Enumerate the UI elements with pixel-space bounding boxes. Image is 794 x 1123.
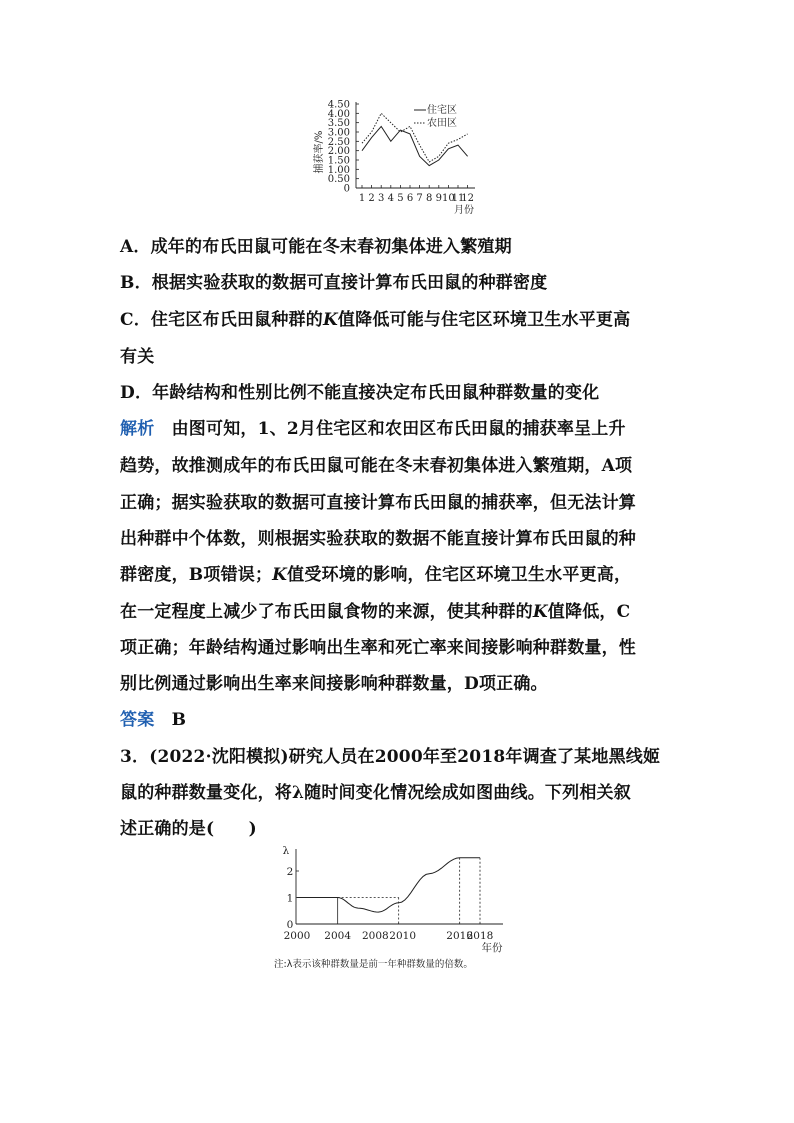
x-tick-label: 1 — [358, 193, 366, 204]
x-tick-label: 10 — [442, 193, 455, 204]
y-tick-label: 3.50 — [327, 118, 350, 130]
x-tick-label: 2010 — [389, 930, 417, 942]
y-tick-labels — [287, 866, 299, 931]
option-c-text-b: 值降低可能与住宅区环境卫生水平更高 — [337, 310, 631, 330]
y-tick-label: 1.50 — [327, 155, 350, 167]
analysis-text-5b: 值受环境的影响，住宅区环境卫生水平更高， — [287, 565, 632, 585]
y-axis-label: 捕获率/% — [314, 130, 325, 174]
x-axis-label: 月份 — [454, 205, 474, 216]
x-tick-label: 2000 — [283, 930, 311, 942]
y-tick-label: 0 — [286, 919, 294, 931]
analysis-line-7: 项正确；年龄结构通过影响出生率和死亡率来间接影响种群数量，性 — [120, 638, 636, 658]
x-tick-label: 2004 — [324, 930, 352, 942]
question-3-line-3: 述正确的是( ) — [120, 819, 257, 839]
x-tick-label: 8 — [426, 193, 433, 204]
guide-lines — [338, 858, 480, 924]
lambda-curve — [297, 858, 480, 912]
x-axis-label: 年份 — [481, 942, 503, 954]
y-tick-label: 2.00 — [327, 146, 350, 158]
option-c-text-a: C．住宅区布氏田鼠种群的 — [120, 310, 323, 330]
answer-label: 答案 — [120, 710, 155, 730]
y-tick-label: 4.00 — [327, 108, 350, 120]
x-tick-label: 2018 — [466, 930, 494, 942]
legend-label-farmland: 农田区 — [427, 118, 457, 129]
legend — [414, 104, 457, 129]
capture-rate-chart — [312, 92, 482, 217]
y-tick-label: 0 — [343, 183, 350, 195]
x-tick-label: 11 — [451, 193, 465, 204]
k-symbol: K — [532, 602, 548, 622]
analysis-line-5 — [120, 560, 631, 585]
x-tick-label: 7 — [416, 193, 423, 204]
question-3-line-1: 3．(2022·沈阳模拟)研究人员在2000年至2018年调查了某地黑线姬 — [120, 747, 661, 767]
answer-value: B — [171, 710, 187, 730]
x-tick-label: 4 — [387, 193, 394, 204]
y-tick-label: 1.00 — [327, 164, 350, 176]
x-tick-label: 2008 — [361, 930, 389, 942]
k-symbol: K — [322, 310, 338, 330]
option-a: A．成年的布氏田鼠可能在冬末春初集体进入繁殖期 — [120, 237, 512, 257]
x-tick-label: 3 — [378, 193, 385, 204]
y-tick-label: 0.50 — [327, 174, 350, 186]
option-d: D．年龄结构和性别比例不能直接决定布氏田鼠种群数量的变化 — [120, 383, 600, 403]
analysis-text-5a: 群密度，B项错误； — [120, 565, 273, 585]
y-tick-label: 2.50 — [327, 136, 350, 148]
y-tick-label: 2 — [286, 866, 294, 878]
option-c-cont: 有关 — [120, 347, 155, 367]
y-tick-label: 3.00 — [327, 127, 350, 139]
residential-series-line — [362, 126, 468, 165]
option-b: B．根据实验获取的数据可直接计算布氏田鼠的种群密度 — [120, 273, 548, 293]
analysis-line-2: 趋势，故推测成年的布氏田鼠可能在冬末春初集体进入繁殖期，A项 — [120, 456, 633, 476]
k-symbol: K — [272, 565, 288, 585]
analysis-text-6a: 在一定程度上减少了布氏田鼠食物的来源，使其种群的 — [120, 602, 533, 622]
y-tick-label: 1 — [286, 892, 294, 905]
analysis-line-1 — [120, 414, 626, 439]
analysis-label: 解析 — [120, 419, 155, 439]
lambda-chart — [270, 843, 530, 973]
analysis-line-8: 别比例通过影响出生率来间接影响种群数量，D项正确。 — [120, 674, 548, 694]
analysis-line-3: 正确；据实验获取的数据可直接计算布氏田鼠的捕获率，但无法计算 — [120, 493, 636, 513]
x-tick-label: 9 — [435, 193, 442, 204]
x-tick-label: 5 — [397, 193, 404, 204]
question-3-line-2: 鼠的种群数量变化，将λ随时间变化情况绘成如图曲线。下列相关叙 — [120, 783, 631, 803]
y-tick-label: 4.50 — [327, 99, 350, 111]
x-tick-label: 12 — [461, 193, 474, 204]
x-tick-label: 6 — [406, 193, 414, 204]
y-tick-labels — [328, 100, 359, 195]
analysis-text-6b: 值降低，C — [547, 602, 631, 622]
y-axis-label: λ — [282, 845, 290, 857]
chart-note: 注:λ表示该种群数量是前一年种群数量的倍数。 — [274, 959, 473, 970]
option-c — [120, 305, 630, 330]
analysis-line-6 — [120, 597, 630, 622]
analysis-line-4: 出种群中个体数，则根据实验获取的数据不能直接计算布氏田鼠的种 — [120, 529, 636, 549]
legend-label-residential: 住宅区 — [427, 105, 457, 116]
x-tick-label: 2016 — [446, 930, 474, 942]
answer-line — [120, 705, 186, 730]
x-tick-labels — [284, 930, 494, 942]
analysis-text-1: 由图可知，1、2月住宅区和农田区布氏田鼠的捕获率呈上升 — [171, 419, 626, 439]
x-tick-label: 2 — [368, 193, 375, 204]
